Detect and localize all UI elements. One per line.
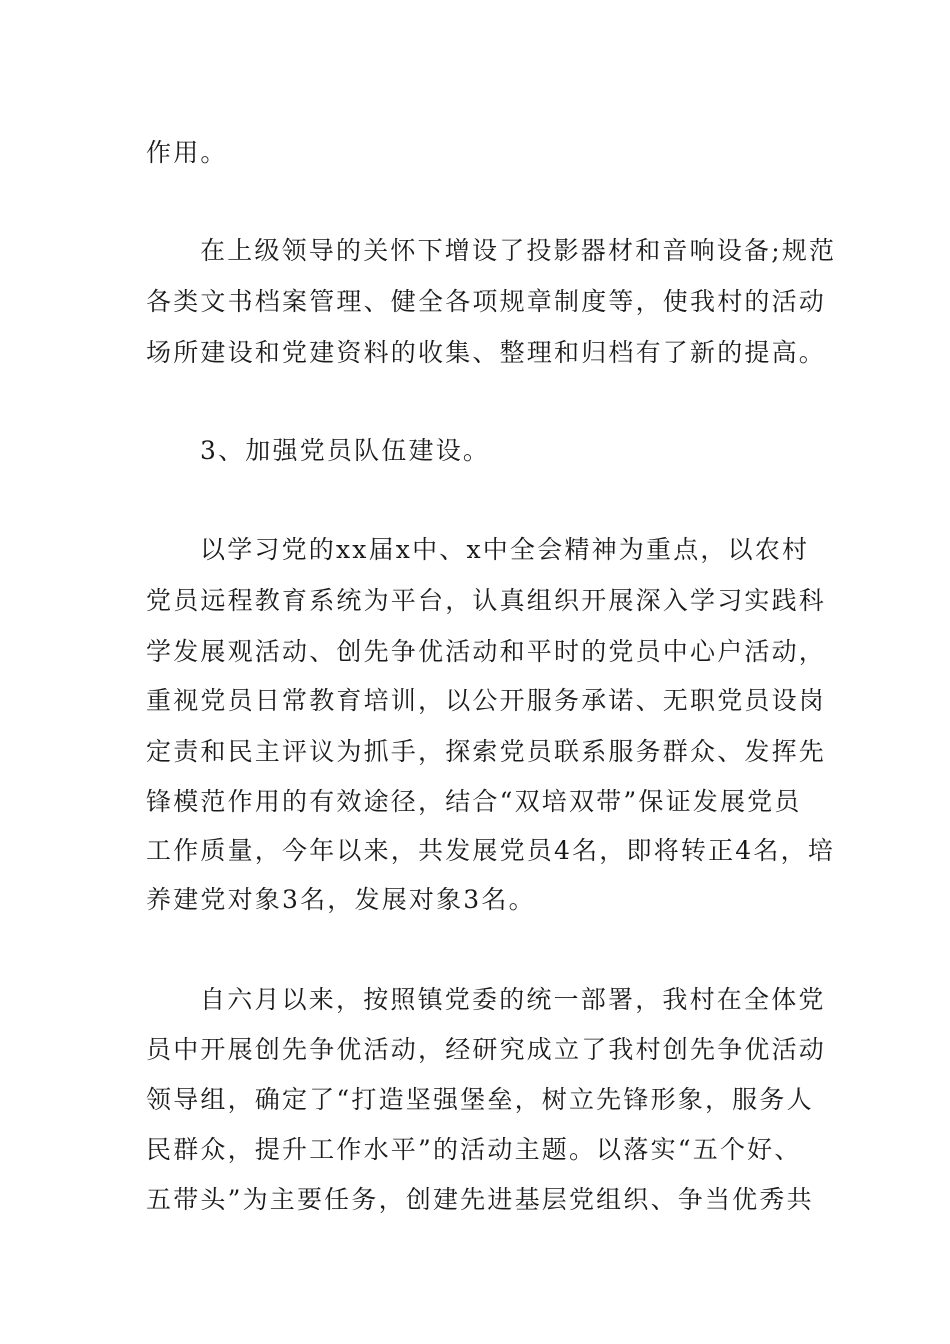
text-line: 定责和民主评议为抓手，探索党员联系服务群众、发挥先: [146, 737, 827, 766]
text-line: 锋模范作用的有效途径，结合“双培双带”保证发展党员: [146, 787, 802, 816]
text-line: 养建党对象3名，发展对象3名。: [146, 885, 536, 914]
text-line: 重视党员日常教育培训，以公开服务承诺、无职党员设岗: [146, 686, 827, 715]
text-line: 自六月以来，按照镇党委的统一部署，我村在全体党: [200, 985, 826, 1014]
text-line: 员中开展创先争优活动，经研究成立了我村创先争优活动: [146, 1035, 827, 1064]
text-line: 以学习党的xx届x中、x中全会精神为重点，以农村: [200, 535, 810, 564]
text-line: 场所建设和党建资料的收集、整理和归档有了新的提高。: [146, 338, 827, 367]
text-line: 领导组，确定了“打造坚强堡垒，树立先锋形象，服务人: [146, 1085, 814, 1114]
text-line: 各类文书档案管理、健全各项规章制度等，使我村的活动: [146, 287, 827, 316]
text-line: 作用。: [146, 138, 228, 167]
text-line: 工作质量，今年以来，共发展党员4名，即将转正4名，培: [146, 836, 836, 865]
text-line: 学发展观活动、创先争优活动和平时的党员中心户活动，: [146, 637, 827, 666]
text-line: 民群众，提升工作水平”的活动主题。以落实“五个好、: [146, 1135, 802, 1164]
text-line: 五带头”为主要任务，创建先进基层党组织、争当优秀共: [146, 1185, 814, 1214]
text-line: 党员远程教育系统为平台，认真组织开展深入学习实践科: [146, 586, 827, 615]
text-line: 在上级领导的关怀下增设了投影器材和音响设备;规范: [200, 236, 837, 265]
heading-text: 3、加强党员队伍建设。: [200, 436, 491, 465]
